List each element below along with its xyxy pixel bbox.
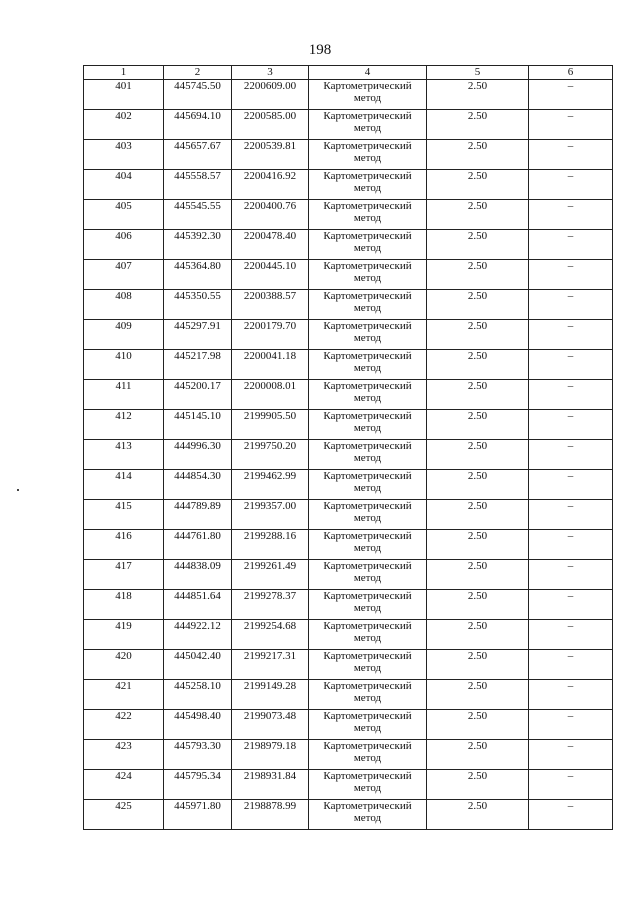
- accuracy-cell: 2.50: [427, 680, 529, 710]
- description-cell: –: [529, 80, 613, 110]
- table-row: [84, 290, 613, 320]
- description-cell: –: [529, 440, 613, 470]
- x-coordinate-cell: 445545.55: [164, 200, 232, 230]
- table-row: [84, 350, 613, 380]
- accuracy-cell: 2.50: [427, 470, 529, 500]
- point-number-cell: 409: [84, 320, 164, 350]
- y-coordinate-cell: 2199149.28: [232, 680, 309, 710]
- description-cell: –: [529, 290, 613, 320]
- description-cell: –: [529, 710, 613, 740]
- method-cell: Картометрический метод: [309, 620, 427, 650]
- table-row: [84, 170, 613, 200]
- method-cell: Картометрический метод: [309, 380, 427, 410]
- x-coordinate-cell: 445795.34: [164, 770, 232, 800]
- point-number-cell: 419: [84, 620, 164, 650]
- x-coordinate-cell: 445498.40: [164, 710, 232, 740]
- table-header: [84, 66, 613, 80]
- method-cell: Картометрический метод: [309, 410, 427, 440]
- point-number-cell: 407: [84, 260, 164, 290]
- description-cell: –: [529, 230, 613, 260]
- method-cell: Картометрический метод: [309, 350, 427, 380]
- point-number-cell: 410: [84, 350, 164, 380]
- description-cell: –: [529, 110, 613, 140]
- y-coordinate-cell: 2199288.16: [232, 530, 309, 560]
- x-coordinate-cell: 444851.64: [164, 590, 232, 620]
- description-cell: –: [529, 380, 613, 410]
- accuracy-cell: 2.50: [427, 530, 529, 560]
- x-coordinate-cell: 445745.50: [164, 80, 232, 110]
- y-coordinate-cell: 2198931.84: [232, 770, 309, 800]
- x-coordinate-cell: 445657.67: [164, 140, 232, 170]
- description-cell: –: [529, 170, 613, 200]
- accuracy-cell: 2.50: [427, 350, 529, 380]
- x-coordinate-cell: 444789.89: [164, 500, 232, 530]
- y-coordinate-cell: 2200388.57: [232, 290, 309, 320]
- y-coordinate-cell: 2200400.76: [232, 200, 309, 230]
- y-coordinate-cell: 2199357.00: [232, 500, 309, 530]
- y-coordinate-cell: 2199217.31: [232, 650, 309, 680]
- point-number-cell: 408: [84, 290, 164, 320]
- y-coordinate-cell: 2199750.20: [232, 440, 309, 470]
- accuracy-cell: 2.50: [427, 770, 529, 800]
- y-coordinate-cell: 2200008.01: [232, 380, 309, 410]
- accuracy-cell: 2.50: [427, 320, 529, 350]
- x-coordinate-cell: 445694.10: [164, 110, 232, 140]
- point-number-cell: 402: [84, 110, 164, 140]
- method-cell: Картометрический метод: [309, 800, 427, 830]
- table-row: [84, 230, 613, 260]
- y-coordinate-cell: 2199073.48: [232, 710, 309, 740]
- method-cell: Картометрический метод: [309, 80, 427, 110]
- accuracy-cell: 2.50: [427, 590, 529, 620]
- y-coordinate-cell: 2200445.10: [232, 260, 309, 290]
- x-coordinate-cell: 444761.80: [164, 530, 232, 560]
- method-cell: Картометрический метод: [309, 740, 427, 770]
- x-coordinate-cell: 444922.12: [164, 620, 232, 650]
- table-body: [84, 80, 613, 830]
- table-row: [84, 590, 613, 620]
- y-coordinate-cell: 2198878.99: [232, 800, 309, 830]
- accuracy-cell: 2.50: [427, 80, 529, 110]
- header-cell-description: 6: [529, 66, 613, 80]
- method-cell: Картометрический метод: [309, 440, 427, 470]
- accuracy-cell: 2.50: [427, 740, 529, 770]
- point-number-cell: 416: [84, 530, 164, 560]
- y-coordinate-cell: 2200041.18: [232, 350, 309, 380]
- method-cell: Картометрический метод: [309, 680, 427, 710]
- table-row: [84, 620, 613, 650]
- accuracy-cell: 2.50: [427, 500, 529, 530]
- table-row: [84, 710, 613, 740]
- table-row: [84, 140, 613, 170]
- accuracy-cell: 2.50: [427, 560, 529, 590]
- accuracy-cell: 2.50: [427, 440, 529, 470]
- y-coordinate-cell: 2200416.92: [232, 170, 309, 200]
- x-coordinate-cell: 444996.30: [164, 440, 232, 470]
- table-row: [84, 380, 613, 410]
- method-cell: Картометрический метод: [309, 770, 427, 800]
- table-row: [84, 560, 613, 590]
- description-cell: –: [529, 680, 613, 710]
- description-cell: –: [529, 140, 613, 170]
- table-row: [84, 740, 613, 770]
- method-cell: Картометрический метод: [309, 230, 427, 260]
- header-cell-method: 4: [309, 66, 427, 80]
- method-cell: Картометрический метод: [309, 320, 427, 350]
- point-number-cell: 405: [84, 200, 164, 230]
- description-cell: –: [529, 650, 613, 680]
- y-coordinate-cell: 2199462.99: [232, 470, 309, 500]
- method-cell: Картометрический метод: [309, 470, 427, 500]
- accuracy-cell: 2.50: [427, 620, 529, 650]
- table-row: [84, 770, 613, 800]
- method-cell: Картометрический метод: [309, 530, 427, 560]
- table-row: [84, 410, 613, 440]
- coordinates-table: [83, 65, 613, 830]
- header-cell-x: 2: [164, 66, 232, 80]
- x-coordinate-cell: 445793.30: [164, 740, 232, 770]
- x-coordinate-cell: 445200.17: [164, 380, 232, 410]
- x-coordinate-cell: 445392.30: [164, 230, 232, 260]
- accuracy-cell: 2.50: [427, 380, 529, 410]
- table-row: [84, 320, 613, 350]
- accuracy-cell: 2.50: [427, 200, 529, 230]
- accuracy-cell: 2.50: [427, 230, 529, 260]
- y-coordinate-cell: 2200478.40: [232, 230, 309, 260]
- description-cell: –: [529, 740, 613, 770]
- accuracy-cell: 2.50: [427, 260, 529, 290]
- point-number-cell: 420: [84, 650, 164, 680]
- point-number-cell: 417: [84, 560, 164, 590]
- method-cell: Картометрический метод: [309, 650, 427, 680]
- method-cell: Картометрический метод: [309, 260, 427, 290]
- x-coordinate-cell: 445145.10: [164, 410, 232, 440]
- x-coordinate-cell: 445350.55: [164, 290, 232, 320]
- point-number-cell: 425: [84, 800, 164, 830]
- header-cell-accuracy: 5: [427, 66, 529, 80]
- point-number-cell: 401: [84, 80, 164, 110]
- table-row: [84, 80, 613, 110]
- point-number-cell: 415: [84, 500, 164, 530]
- table-row: [84, 200, 613, 230]
- accuracy-cell: 2.50: [427, 170, 529, 200]
- table-row: [84, 800, 613, 830]
- x-coordinate-cell: 444838.09: [164, 560, 232, 590]
- description-cell: –: [529, 320, 613, 350]
- point-number-cell: 414: [84, 470, 164, 500]
- y-coordinate-cell: 2199254.68: [232, 620, 309, 650]
- accuracy-cell: 2.50: [427, 290, 529, 320]
- method-cell: Картометрический метод: [309, 590, 427, 620]
- x-coordinate-cell: 445217.98: [164, 350, 232, 380]
- y-coordinate-cell: 2199261.49: [232, 560, 309, 590]
- table-row: [84, 530, 613, 560]
- description-cell: –: [529, 590, 613, 620]
- y-coordinate-cell: 2200585.00: [232, 110, 309, 140]
- point-number-cell: 413: [84, 440, 164, 470]
- x-coordinate-cell: 445042.40: [164, 650, 232, 680]
- x-coordinate-cell: 445971.80: [164, 800, 232, 830]
- method-cell: Картометрический метод: [309, 500, 427, 530]
- x-coordinate-cell: 445364.80: [164, 260, 232, 290]
- accuracy-cell: 2.50: [427, 410, 529, 440]
- header-cell-y: 3: [232, 66, 309, 80]
- method-cell: Картометрический метод: [309, 170, 427, 200]
- point-number-cell: 423: [84, 740, 164, 770]
- x-coordinate-cell: 445258.10: [164, 680, 232, 710]
- description-cell: –: [529, 560, 613, 590]
- x-coordinate-cell: 445558.57: [164, 170, 232, 200]
- method-cell: Картометрический метод: [309, 200, 427, 230]
- accuracy-cell: 2.50: [427, 650, 529, 680]
- point-number-cell: 411: [84, 380, 164, 410]
- method-cell: Картометрический метод: [309, 290, 427, 320]
- description-cell: –: [529, 620, 613, 650]
- header-cell-point-number: 1: [84, 66, 164, 80]
- method-cell: Картометрический метод: [309, 710, 427, 740]
- table-row: [84, 680, 613, 710]
- y-coordinate-cell: 2200539.81: [232, 140, 309, 170]
- method-cell: Картометрический метод: [309, 560, 427, 590]
- y-coordinate-cell: 2198979.18: [232, 740, 309, 770]
- point-number-cell: 418: [84, 590, 164, 620]
- description-cell: –: [529, 800, 613, 830]
- point-number-cell: 424: [84, 770, 164, 800]
- description-cell: –: [529, 410, 613, 440]
- table-row: [84, 500, 613, 530]
- point-number-cell: 421: [84, 680, 164, 710]
- y-coordinate-cell: 2200609.00: [232, 80, 309, 110]
- point-number-cell: 412: [84, 410, 164, 440]
- method-cell: Картометрический метод: [309, 140, 427, 170]
- scan-speck: [17, 489, 19, 491]
- description-cell: –: [529, 500, 613, 530]
- header-row: [84, 66, 613, 80]
- point-number-cell: 406: [84, 230, 164, 260]
- x-coordinate-cell: 444854.30: [164, 470, 232, 500]
- table-row: [84, 440, 613, 470]
- description-cell: –: [529, 350, 613, 380]
- y-coordinate-cell: 2199905.50: [232, 410, 309, 440]
- table-row: [84, 470, 613, 500]
- page-number: 198: [308, 42, 332, 58]
- y-coordinate-cell: 2199278.37: [232, 590, 309, 620]
- point-number-cell: 404: [84, 170, 164, 200]
- description-cell: –: [529, 770, 613, 800]
- point-number-cell: 403: [84, 140, 164, 170]
- y-coordinate-cell: 2200179.70: [232, 320, 309, 350]
- table-row: [84, 110, 613, 140]
- method-cell: Картометрический метод: [309, 110, 427, 140]
- accuracy-cell: 2.50: [427, 710, 529, 740]
- accuracy-cell: 2.50: [427, 800, 529, 830]
- table-row: [84, 260, 613, 290]
- table-row: [84, 650, 613, 680]
- description-cell: –: [529, 530, 613, 560]
- accuracy-cell: 2.50: [427, 140, 529, 170]
- description-cell: –: [529, 260, 613, 290]
- description-cell: –: [529, 470, 613, 500]
- accuracy-cell: 2.50: [427, 110, 529, 140]
- x-coordinate-cell: 445297.91: [164, 320, 232, 350]
- point-number-cell: 422: [84, 710, 164, 740]
- description-cell: –: [529, 200, 613, 230]
